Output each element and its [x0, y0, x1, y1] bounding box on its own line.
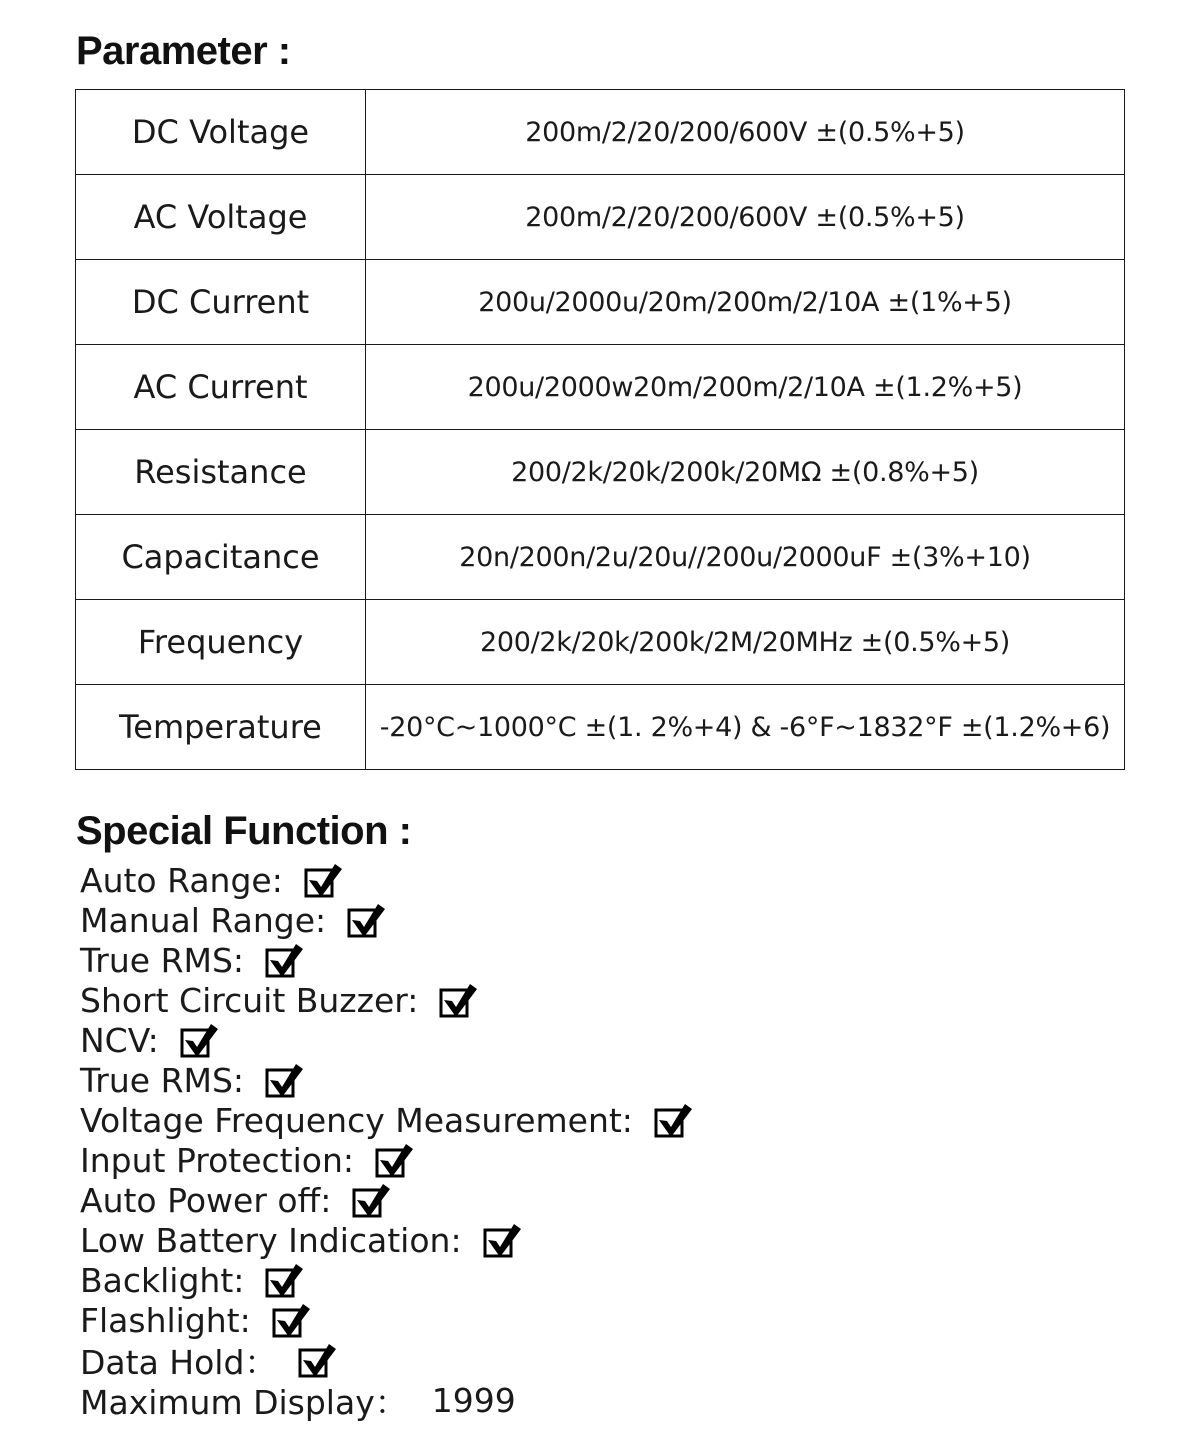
parameter-name: DC Current: [76, 260, 366, 345]
feature-label: NCV:: [80, 1020, 159, 1060]
feature-label: True RMS:: [80, 1060, 245, 1100]
checked-box-icon: [264, 1060, 304, 1100]
list-item: [80, 900, 693, 940]
checked-box-icon: [653, 1100, 693, 1140]
checked-box-icon: [271, 1300, 311, 1340]
parameter-name: AC Current: [76, 345, 366, 430]
table-row: [76, 175, 1125, 260]
table-row: [76, 260, 1125, 345]
parameter-name: DC Voltage: [76, 90, 366, 175]
table-row: [76, 515, 1125, 600]
parameter-value: 200u/2000w20m/200m/2/10A ±(1.2%+5): [366, 345, 1125, 430]
max-display-item: [80, 1380, 693, 1420]
list-item: [80, 1020, 693, 1060]
list-item: [80, 1260, 693, 1300]
list-item: [80, 1340, 693, 1380]
list-item: [80, 1300, 693, 1340]
feature-label: Low Battery Indication:: [80, 1220, 462, 1260]
checked-box-icon: [179, 1020, 219, 1060]
feature-label: Short Circuit Buzzer:: [80, 980, 419, 1020]
feature-label: Auto Power off:: [80, 1180, 332, 1220]
feature-label: Data Hold：: [80, 1342, 278, 1382]
parameter-heading: Parameter :: [76, 29, 291, 73]
max-display-label: Maximum Display：: [80, 1382, 408, 1422]
checked-box-icon: [482, 1220, 522, 1260]
parameter-value: 200u/2000u/20m/200m/2/10A ±(1%+5): [366, 260, 1125, 345]
special-function-list: [80, 860, 693, 1420]
list-item: [80, 1060, 693, 1100]
feature-label: True RMS:: [80, 940, 245, 980]
parameter-name: Frequency: [76, 600, 366, 685]
parameter-name: Resistance: [76, 430, 366, 515]
checked-box-icon: [264, 1260, 304, 1300]
list-item: [80, 1140, 693, 1180]
special-function-heading: Special Function :: [76, 809, 412, 853]
parameter-value: 200/2k/20k/200k/20MΩ ±(0.8%+5): [366, 430, 1125, 515]
checked-box-icon: [303, 860, 343, 900]
list-item: [80, 1220, 693, 1260]
table-row: [76, 600, 1125, 685]
parameter-name: AC Voltage: [76, 175, 366, 260]
checked-box-icon: [438, 980, 478, 1020]
feature-label: Flashlight:: [80, 1300, 251, 1340]
feature-label: Backlight:: [80, 1260, 245, 1300]
parameter-table: [75, 89, 1125, 770]
feature-label: Voltage Frequency Measurement:: [80, 1100, 633, 1140]
table-row: [76, 90, 1125, 175]
list-item: [80, 940, 693, 980]
parameter-name: Temperature: [76, 685, 366, 770]
table-row: [76, 685, 1125, 770]
feature-label: Input Protection:: [80, 1140, 355, 1180]
list-item: [80, 1180, 693, 1220]
checked-box-icon: [264, 940, 304, 980]
list-item: [80, 980, 693, 1020]
table-row: [76, 430, 1125, 515]
parameter-value: 200m/2/20/200/600V ±(0.5%+5): [366, 175, 1125, 260]
parameter-value: 20n/200n/2u/20u//200u/2000uF ±(3%+10): [366, 515, 1125, 600]
checked-box-icon: [346, 900, 386, 940]
feature-label: Manual Range:: [80, 900, 327, 940]
list-item: [80, 1100, 693, 1140]
checked-box-icon: [351, 1180, 391, 1220]
parameter-value: 200/2k/20k/200k/2M/20MHz ±(0.5%+5): [366, 600, 1125, 685]
checked-box-icon: [297, 1340, 337, 1380]
list-item: [80, 860, 693, 900]
parameter-value: -20°C~1000°C ±(1. 2%+4) & -6°F~1832°F ±(1.2%+6): [366, 685, 1125, 770]
feature-label: Auto Range:: [80, 860, 283, 900]
parameter-name: Capacitance: [76, 515, 366, 600]
parameter-value: 200m/2/20/200/600V ±(0.5%+5): [366, 90, 1125, 175]
max-display-value: 1999: [431, 1380, 516, 1420]
table-row: [76, 345, 1125, 430]
checked-box-icon: [374, 1140, 414, 1180]
